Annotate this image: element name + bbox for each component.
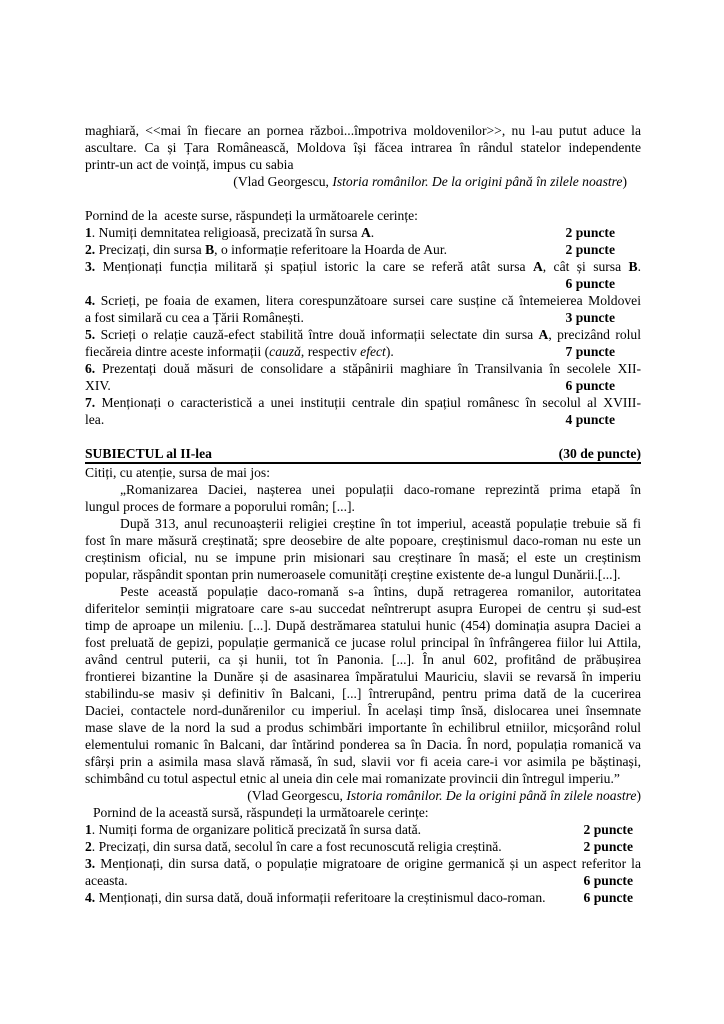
- requirement-text: 4. Scrieți, pe foaia de examen, litera corespunzătoare sursei care susține că întemeierea Moldovei: [85, 293, 641, 308]
- section-title: SUBIECTUL al II-lea: [85, 446, 212, 461]
- source-b-line: Peste această populație daco-romană s-a întins, după retragerea romanilor, autoritatea: [120, 584, 641, 599]
- requirement-text: 2. Precizați, din sursa B, o informație referitoare la Hoarda de Aur.: [85, 242, 448, 257]
- requirement-text: 1. Numiți forma de organizare politică precizată în sursa dată.: [85, 822, 422, 837]
- subject1-requirement-7: [85, 394, 641, 428]
- subject2-requirement-1: [85, 821, 641, 838]
- points-label: 4 puncte: [565, 412, 615, 427]
- source-b-line: timp de aproape un mileniu. [...]. După destrămarea statului hunic (454) dominația asupra Daciei a: [85, 618, 641, 633]
- requirement-text: aceasta.: [85, 873, 128, 888]
- points-label: 2 puncte: [583, 839, 633, 854]
- requirement-text: 5. Scrieți o relație cauză-efect stabilită între două informații selectate din sursa A, precizând rolul: [85, 327, 641, 342]
- requirement-text: 3. Menționați, din sursa dată, o populație migratoare de origine germanică și un aspect referitor la: [85, 856, 641, 871]
- source-b-line: schimbând cu totul aspectul etnic al uneia din cele mai romanizate provincii din întregul imperiu.”: [85, 771, 620, 786]
- points-label: 2 puncte: [565, 242, 615, 257]
- source-b-line: frontierei bizantine la Dunăre și de asasinarea împăratului Mauriciu, slavii se revarsă în imperiu: [85, 669, 641, 684]
- points-label: 6 puncte: [583, 890, 633, 905]
- requirement-text: 6. Prezentați două măsuri de consolidare a stăpânirii maghiare în Transilvania în secolele XII-: [85, 361, 641, 376]
- source-a-line: maghiară, <<mai în fiecare an pornea război...împotriva moldovenilor>>, nu l-au putut aduce la: [85, 123, 641, 138]
- subject2-heading: [85, 445, 641, 464]
- blank-line: [85, 428, 641, 445]
- points-label: 2 puncte: [583, 822, 633, 837]
- source-a-line: ascultare. Ca și Țara Românească, Moldova își făcea intrarea în rândul statelor independente: [85, 140, 641, 155]
- requirement-text: 7. Menționați o caracteristică a unei instituții centrale din spațiul românesc în secolul al XVIII-: [85, 395, 641, 410]
- points-label: 3 puncte: [565, 310, 615, 325]
- requirement-text: lea.: [85, 412, 105, 427]
- source-b-line: mase slave de la nord la sud a produs schimbări importante în echilibrul etniilor, micșorând rolul: [85, 720, 641, 735]
- points-label: 6 puncte: [583, 873, 633, 888]
- source-b-line: fost preluată de gepizi, populație germanică ce jucase rolul principal în înfrângerea fiilor lui Attila,: [85, 635, 641, 650]
- subject1-requirement-6: [85, 360, 641, 394]
- subject1-requirement-3: [85, 258, 641, 292]
- source-b-line: popular, răspândit spontan prin numeroasele comunități creștine existente de-a lungul Dunării.[...].: [85, 567, 621, 582]
- subject1-requirement-4: [85, 292, 641, 326]
- section-points: (30 de puncte): [558, 446, 641, 461]
- points-label: 2 puncte: [565, 225, 615, 240]
- requirement-text: a fost similară cu cea a Țării Românești.: [85, 310, 304, 325]
- subject2-requirement-4: [85, 889, 641, 906]
- requirement-text: 4. Menționați, din sursa dată, două informații referitoare la creștinismul daco-roman.: [85, 890, 546, 905]
- subject1-intro: Pornind de la aceste surse, răspundeți la următoarele cerințe:: [85, 208, 418, 223]
- source-b-line: fost în mare măsură creștinată; spre deosebire de alte popoare, creștinismul daco-roman nu este un: [85, 533, 641, 548]
- source-b-line: creștinism oficial, nu se impune prin misionari sau creștinare în masă; el este un creștinism: [85, 550, 641, 565]
- requirement-text: XIV.: [85, 378, 111, 393]
- subject1-requirement-2: [85, 241, 641, 258]
- source-b-line: sfârși prin a asimila masa slavă rămasă, în sud, slavii vor fi aceia care-i vor asimila pe băștinași,: [85, 754, 641, 769]
- requirement-text: 2. Precizați, din sursa dată, secolul în care a fost recunoscută religia creștină.: [85, 839, 502, 854]
- source-b-line: diferitelor seminții migratoare care s-au succedat neîntrerupt asupra Europei de centru și sud-est: [85, 601, 641, 616]
- points-label: 6 puncte: [565, 378, 615, 393]
- source-a-attribution: (Vlad Georgescu, Istoria românilor. De la origini până în zilele noastre): [233, 174, 627, 189]
- document-content: [85, 122, 641, 906]
- subject2-requirement-2: [85, 838, 641, 855]
- requirement-text: 1. Numiți demnitatea religioasă, precizată în sursa A.: [85, 225, 375, 240]
- requirement-text: 3. Menționați funcția militară și spațiul istoric la care se referă atât sursa A, cât și sursa B.: [85, 259, 641, 274]
- subject2-requirement-3: [85, 855, 641, 889]
- source-b-line: având centrul puterii, ca și hunii, tot în Panonia. [...]. În anul 602, profitând de prăbușirea: [85, 652, 641, 667]
- source-b-attribution: (Vlad Georgescu, Istoria românilor. De la origini până în zilele noastre): [247, 788, 641, 803]
- source-a-line: printr-un act de voință, impus cu sabia: [85, 157, 294, 172]
- subject2-read-note: Citiți, cu atenție, sursa de mai jos:: [85, 465, 270, 480]
- points-label: 7 puncte: [565, 344, 615, 359]
- subject1-requirement-1: [85, 224, 641, 241]
- source-b-line: lungul proces de formare a poporului român; [...].: [85, 499, 355, 514]
- blank-line: [85, 190, 641, 207]
- source-b-line: stabilindu-se masiv și definitiv în Balcani, [...] întrerupând, pentru prima dată de la cucerirea: [85, 686, 641, 701]
- source-b-line: elementului romanic în Balcani, dar întărind ponderea sa în Dacia. În nord, populația romanică va: [85, 737, 641, 752]
- source-b-line: Daciei, contactele nord-dunărenilor cu imperiul. În același timp însă, dislocarea unei însemnate: [85, 703, 641, 718]
- source-b-line: „Romanizarea Daciei, nașterea unei populații daco-romane reprezintă prima etapă în: [120, 482, 641, 497]
- subject1-requirement-5: [85, 326, 641, 360]
- subject2-intro: Pornind de la această sursă, răspundeți la următoarele cerințe:: [93, 805, 429, 820]
- source-b-line: După 313, anul recunoașterii religiei creștine în tot imperiul, această populație trebuie să fi: [120, 516, 641, 531]
- points-label: 6 puncte: [565, 276, 615, 291]
- requirement-text: fiecăreia dintre aceste informații (cauză, respectiv efect).: [85, 344, 394, 359]
